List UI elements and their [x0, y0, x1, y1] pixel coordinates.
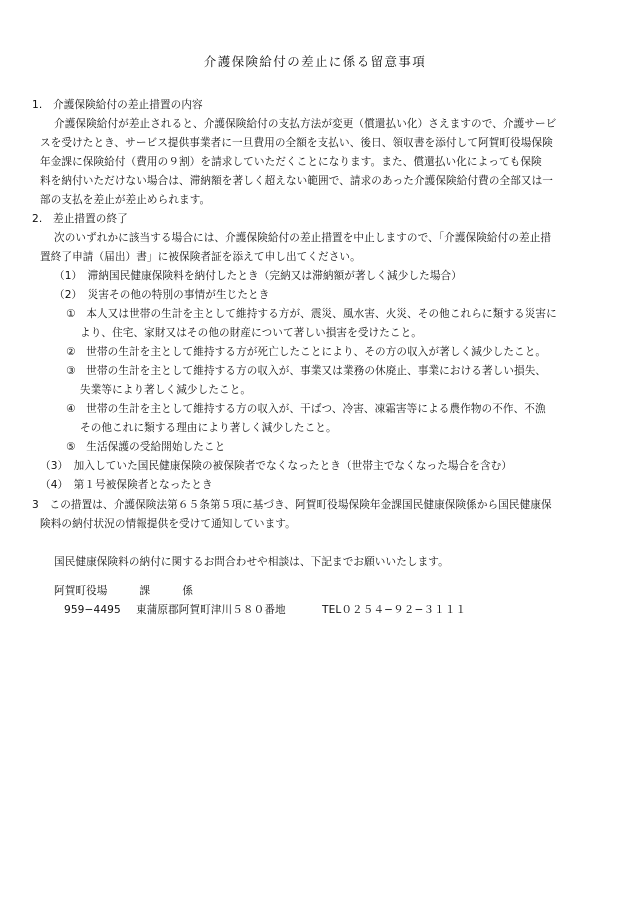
contact-notice: 国民健康保険料の納付に関するお問合わせや相談は、下記までお願いいたします。 [54, 556, 449, 568]
contact-phone: TEL０２５４−９２−３１１１ [322, 604, 467, 616]
section2-sub4-line-2: その他これに類する理由により著しく減少したこと。 [80, 422, 337, 434]
section2-item-1: （1） 滞納国民健康保険料を納付したとき（完納又は滞納額が著しく減少した場合） [54, 270, 462, 282]
section1-heading: 1. 介護保険給付の差止措置の内容 [32, 99, 203, 111]
section3-line-2: 険料の納付状況の情報提供を受けて通知しています。 [40, 518, 296, 530]
section2-sub3-line-1: ③ 世帯の生計を主として維持する方の収入が、事業又は業務の休廃止、事業における著しい損失、 [66, 365, 547, 377]
section2-intro-line-2: 置終了申請（届出）書」に被保険者証を添えて申し出てください。 [40, 251, 361, 263]
document-title: 介護保険給付の差止に係る留意事項 [203, 54, 427, 69]
section2-intro-line-1: 次のいずれかに該当する場合には、介護保険給付の差止措置を中止しますので、「介護保険給付の差止措 [54, 232, 552, 244]
section1-line-3: 年金課に保険給付（費用の９割）を請求していただくことになります。また、償還払い化によっても保険 [40, 156, 542, 168]
section2-sub1-line-2: より、住宅、家財又はその他の財産について著しい損害を受けたこと。 [80, 327, 422, 339]
section1-line-4: 料を納付いただけない場合は、滞納額を著しく超えない範囲で、請求のあった介護保険給付費の全部又は一 [40, 175, 553, 187]
section2-sub5: ⑤ 生活保護の受給開始したこと [66, 441, 226, 453]
section2-sub3-line-2: 失業等により著しく減少したこと。 [80, 384, 252, 396]
section2-sub4-line-1: ④ 世帯の生計を主として維持する方の収入が、干ばつ、冷害、凍霜害等による農作物の不作、不漁 [66, 403, 546, 415]
section3-line-1: 3 この措置は、介護保険法第６５条第５項に基づき、阿賀町役場保険年金課国民健康保険係から国民健康保 [32, 499, 552, 511]
section1-line-5: 部の支払を差止が差止められます。 [40, 194, 211, 206]
section1-line-1: 介護保険給付が差止されると、介護保険給付の支払方法が変更（償還払い化）さえますので、介護サービ [54, 118, 557, 130]
section2-sub1-line-1: ① 本人又は世帯の生計を主として維持する方が、震災、風水害、火災、その他これらに類する災害に [66, 308, 557, 320]
section2-item-3: （3） 加入していた国民健康保険の被保険者でなくなったとき（世帯主でなくなった場合を含む） [40, 460, 513, 472]
contact-address: 東蒲原郡阿賀町津川５８０番地 [136, 604, 286, 616]
contact-office: 阿賀町役場 課 係 [54, 585, 194, 597]
section2-sub2: ② 世帯の生計を主として維持する方が死亡したことにより、その方の収入が著しく減少したこと。 [66, 346, 547, 358]
section2-item-2: （2） 災害その他の特別の事情が生じたとき [54, 289, 270, 301]
contact-postal-code: 959−4495 [64, 604, 121, 616]
section2-heading: 2. 差止措置の終了 [32, 213, 128, 225]
section1-line-2: スを受けたとき、サービス提供事業者に一旦費用の全額を支払い、後日、領収書を添付して阿賀町役場保険 [40, 137, 553, 149]
section2-item-4: （4） 第１号被保険者となったとき [40, 479, 213, 491]
